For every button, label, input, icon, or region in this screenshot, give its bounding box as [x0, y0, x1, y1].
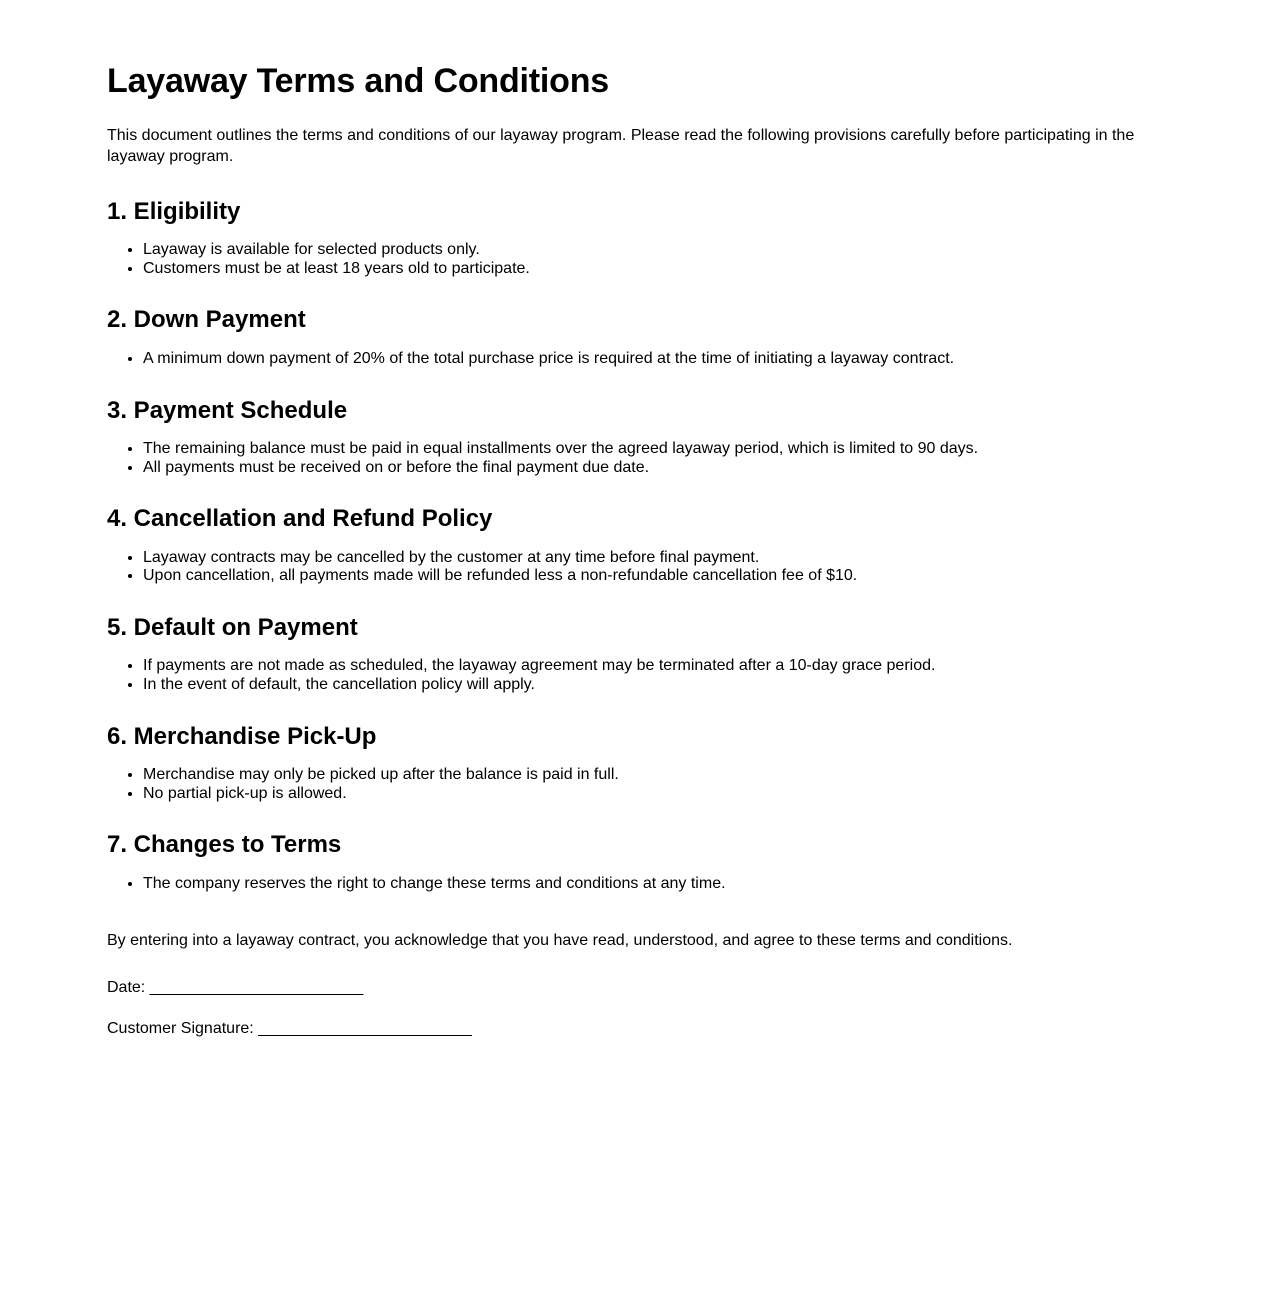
customer-signature-row: [107, 1019, 1171, 1040]
section-cancellation-refund-policy: [107, 505, 1171, 614]
section-heading: 4. Cancellation and Refund Policy: [107, 505, 493, 533]
page-title: Layaway Terms and Conditions: [107, 62, 609, 100]
date-field-row: [107, 978, 1171, 999]
section-default-on-payment: [107, 614, 1171, 723]
list-item: • All payments must be received on or before the final payment due date.: [143, 459, 1171, 478]
section-heading: 1. Eligibility: [107, 197, 241, 225]
section-bullet-list: [107, 440, 1171, 477]
section-heading: 5. Default on Payment: [107, 613, 358, 641]
section-bullet-list: [107, 875, 1171, 894]
list-item: • The company reserves the right to change these terms and conditions at any time.: [143, 875, 1171, 894]
section-heading: 2. Down Payment: [107, 306, 306, 334]
customer-signature-rule[interactable]: ________________________: [258, 1019, 472, 1037]
section-bullet-list: [107, 766, 1171, 803]
list-item: • Layaway contracts may be cancelled by the customer at any time before final payment.: [143, 549, 1171, 568]
section-payment-schedule: [107, 397, 1171, 506]
intro-paragraph: This document outlines the terms and conditions of our layaway program. Please read the following provisions carefully before participating in the layaway program.: [107, 127, 1135, 165]
section-merchandise-pick-up: [107, 723, 1171, 832]
list-item: • The remaining balance must be paid in equal installments over the agreed layaway period, which is limited to 90 days.: [143, 440, 1171, 459]
section-eligibility: [107, 198, 1171, 307]
list-item: • Upon cancellation, all payments made will be refunded less a non-refundable cancellation fee of $10.: [143, 567, 1171, 586]
list-item: • If payments are not made as scheduled, the layaway agreement may be terminated after a 10-day grace period.: [143, 657, 1171, 676]
acknowledgement-paragraph: By entering into a layaway contract, you acknowledge that you have read, understood, and agree to these terms and conditions.: [107, 932, 1013, 950]
list-item: • In the event of default, the cancellation policy will apply.: [143, 676, 1171, 695]
list-item: • Layaway is available for selected products only.: [143, 241, 1171, 260]
list-item: • Customers must be at least 18 years old to participate.: [143, 260, 1171, 279]
list-item: • No partial pick-up is allowed.: [143, 785, 1171, 804]
section-bullet-list: [107, 241, 1171, 278]
section-bullet-list: [107, 350, 1171, 369]
section-bullet-list: [107, 657, 1171, 694]
section-bullet-list: [107, 549, 1171, 586]
section-heading: 3. Payment Schedule: [107, 396, 348, 424]
list-item: • A minimum down payment of 20% of the total purchase price is required at the time of initiating a layaway contract.: [143, 350, 1171, 369]
sections-container: [107, 198, 1171, 922]
customer-signature-label: Customer Signature:: [107, 1019, 259, 1037]
section-down-payment: [107, 306, 1171, 396]
date-label: Date:: [107, 979, 150, 997]
section-heading: 6. Merchandise Pick-Up: [107, 722, 377, 750]
date-signature-rule[interactable]: ________________________: [149, 979, 364, 997]
section-heading: 7. Changes to Terms: [107, 831, 342, 859]
list-item: • Merchandise may only be picked up after the balance is paid in full.: [143, 766, 1171, 785]
section-changes-to-terms: [107, 831, 1171, 921]
